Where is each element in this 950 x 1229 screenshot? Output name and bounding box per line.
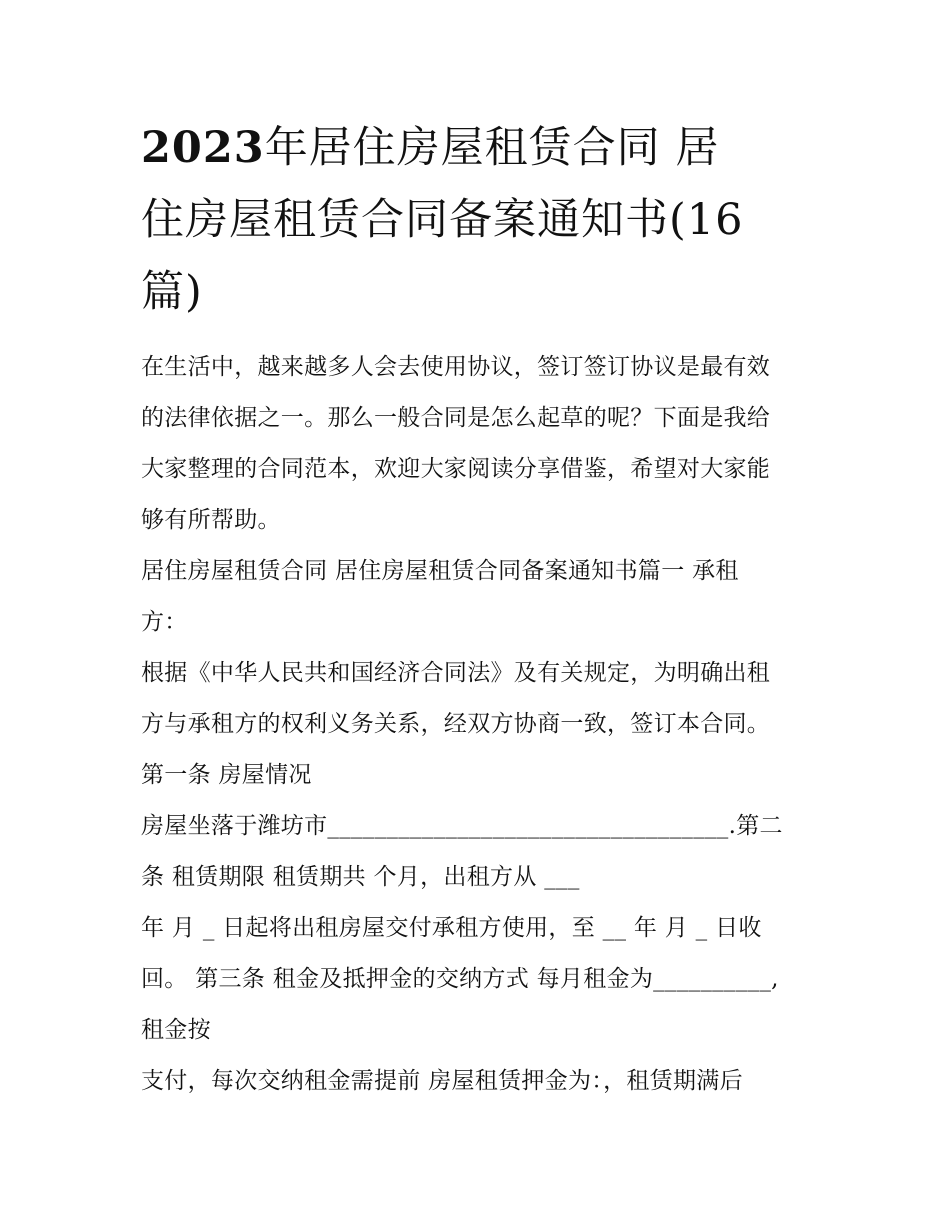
body-line-11: 条 租赁期限 租赁期共 个月，出租方从 ___ (141, 864, 580, 890)
title-line-1-rest: 年居住房屋租赁合同 居 (264, 123, 720, 173)
title-line-3: 篇) (141, 267, 203, 317)
title-line-1 (141, 112, 813, 184)
document-title (141, 112, 813, 328)
document-content (141, 112, 813, 1107)
body-line-1: 在生活中，越来越多人会去使用协议，签订签订协议是最有效 (141, 354, 771, 380)
body-line-6: 方： (141, 609, 188, 635)
body-line-8: 方与承租方的权利义务关系，经双方协商一致，签订本合同。 (141, 711, 771, 737)
document-body (141, 342, 813, 1107)
body-line-10: 房屋坐落于潍坊市__________________________________.第二 (141, 813, 783, 839)
body-line-9: 第一条 房屋情况 (141, 762, 312, 788)
body-line-12: 年 月 _ 日起将出租房屋交付承租方使用，至 __ 年 月 _ 日收 (141, 915, 762, 941)
body-line-15: 支付，每次交纳租金需提前 房屋租赁押金为：，租赁期满后 (141, 1068, 743, 1094)
body-line-2: 的法律依据之一。那么一般合同是怎么起草的呢？下面是我给 (141, 405, 771, 431)
body-line-5: 居住房屋租赁合同 居住房屋租赁合同备案通知书篇一 承租 (141, 558, 739, 584)
body-line-4: 够有所帮助。 (141, 507, 281, 533)
body-line-3: 大家整理的合同范本，欢迎大家阅读分享借鉴，希望对大家能 (141, 456, 771, 482)
body-line-13: 回。 第三条 租金及抵押金的交纳方式 每月租金为__________, (141, 966, 779, 992)
title-line-2: 住房屋租赁合同备案通知书(16 (141, 195, 744, 245)
body-line-7: 根据《中华人民共和国经济合同法》及有关规定，为明确出租 (141, 660, 771, 686)
body-line-14: 租金按 (141, 1017, 211, 1043)
title-year: 2023 (141, 123, 265, 173)
